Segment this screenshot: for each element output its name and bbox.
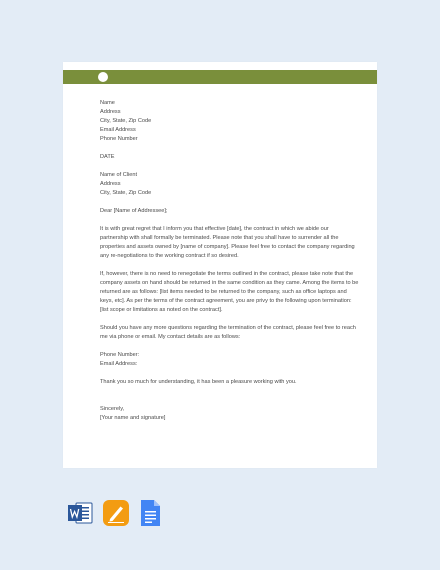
banner-circle bbox=[98, 72, 108, 82]
sender-phone: Phone Number bbox=[100, 136, 138, 142]
letter-page bbox=[63, 62, 377, 468]
sender-city: City, State, Zip Code bbox=[100, 118, 152, 124]
sender-address: Address bbox=[100, 109, 121, 115]
paragraph-3-line: me via phone or email. My contact details are as follows: bbox=[100, 334, 241, 340]
paragraph-1-line: partnership with shall formally be terminated. Please note that you shall have to surrender all the bbox=[100, 235, 339, 241]
sender-name: Name bbox=[100, 100, 115, 106]
recipient-city: City, State, Zip Code bbox=[100, 190, 152, 196]
paragraph-2-line: If, however, there is no need to renegotiate the terms outlined in the contract, please take note that the bbox=[100, 271, 354, 277]
thanks-line: Thank you so much for understanding, it has been a pleasure working with you. bbox=[100, 379, 297, 385]
signature: [Your name and signature] bbox=[100, 415, 166, 421]
letter-date: DATE bbox=[100, 154, 115, 160]
recipient-name: Name of Client bbox=[100, 172, 137, 178]
contact-email: Email Address: bbox=[100, 361, 138, 367]
paragraph-1-line: properties and assets owned by [name of company]. Please feel free to contact the company regarding bbox=[100, 244, 355, 250]
google-docs-icon[interactable] bbox=[137, 500, 163, 526]
paragraph-2-line: returned are as follows: [list items needed to be returned to the company, such as office laptops and bbox=[100, 289, 347, 295]
recipient-address: Address bbox=[100, 181, 121, 187]
paragraph-2-line: keys, etc]. As per the terms of the contract agreement, you are privy to the following upon termination: bbox=[100, 298, 352, 304]
paragraph-3-line: Should you have any more questions regarding the termination of the contract, please feel free to reach bbox=[100, 325, 356, 331]
paragraph-2-line: company assets on hand should be returned in the same condition as they came. Among the items to be bbox=[100, 280, 359, 286]
closing: Sincerely, bbox=[100, 406, 125, 412]
paragraph-1-line: It is with great regret that I inform you that effective [date], the contract in which we abide our bbox=[100, 226, 329, 232]
paragraph-1-line: any re-negotiations to the working contract if so desired. bbox=[100, 253, 239, 259]
salutation: Dear [Name of Addressee]; bbox=[100, 208, 168, 214]
word-icon[interactable] bbox=[67, 500, 93, 526]
sender-email: Email Address bbox=[100, 127, 136, 133]
letter-body bbox=[100, 99, 359, 423]
paragraph-2-line: [list scope or limitations as noted on the contract]. bbox=[100, 307, 223, 313]
pages-icon[interactable] bbox=[103, 500, 129, 526]
contact-phone: Phone Number: bbox=[100, 352, 140, 358]
header-banner bbox=[63, 70, 377, 84]
